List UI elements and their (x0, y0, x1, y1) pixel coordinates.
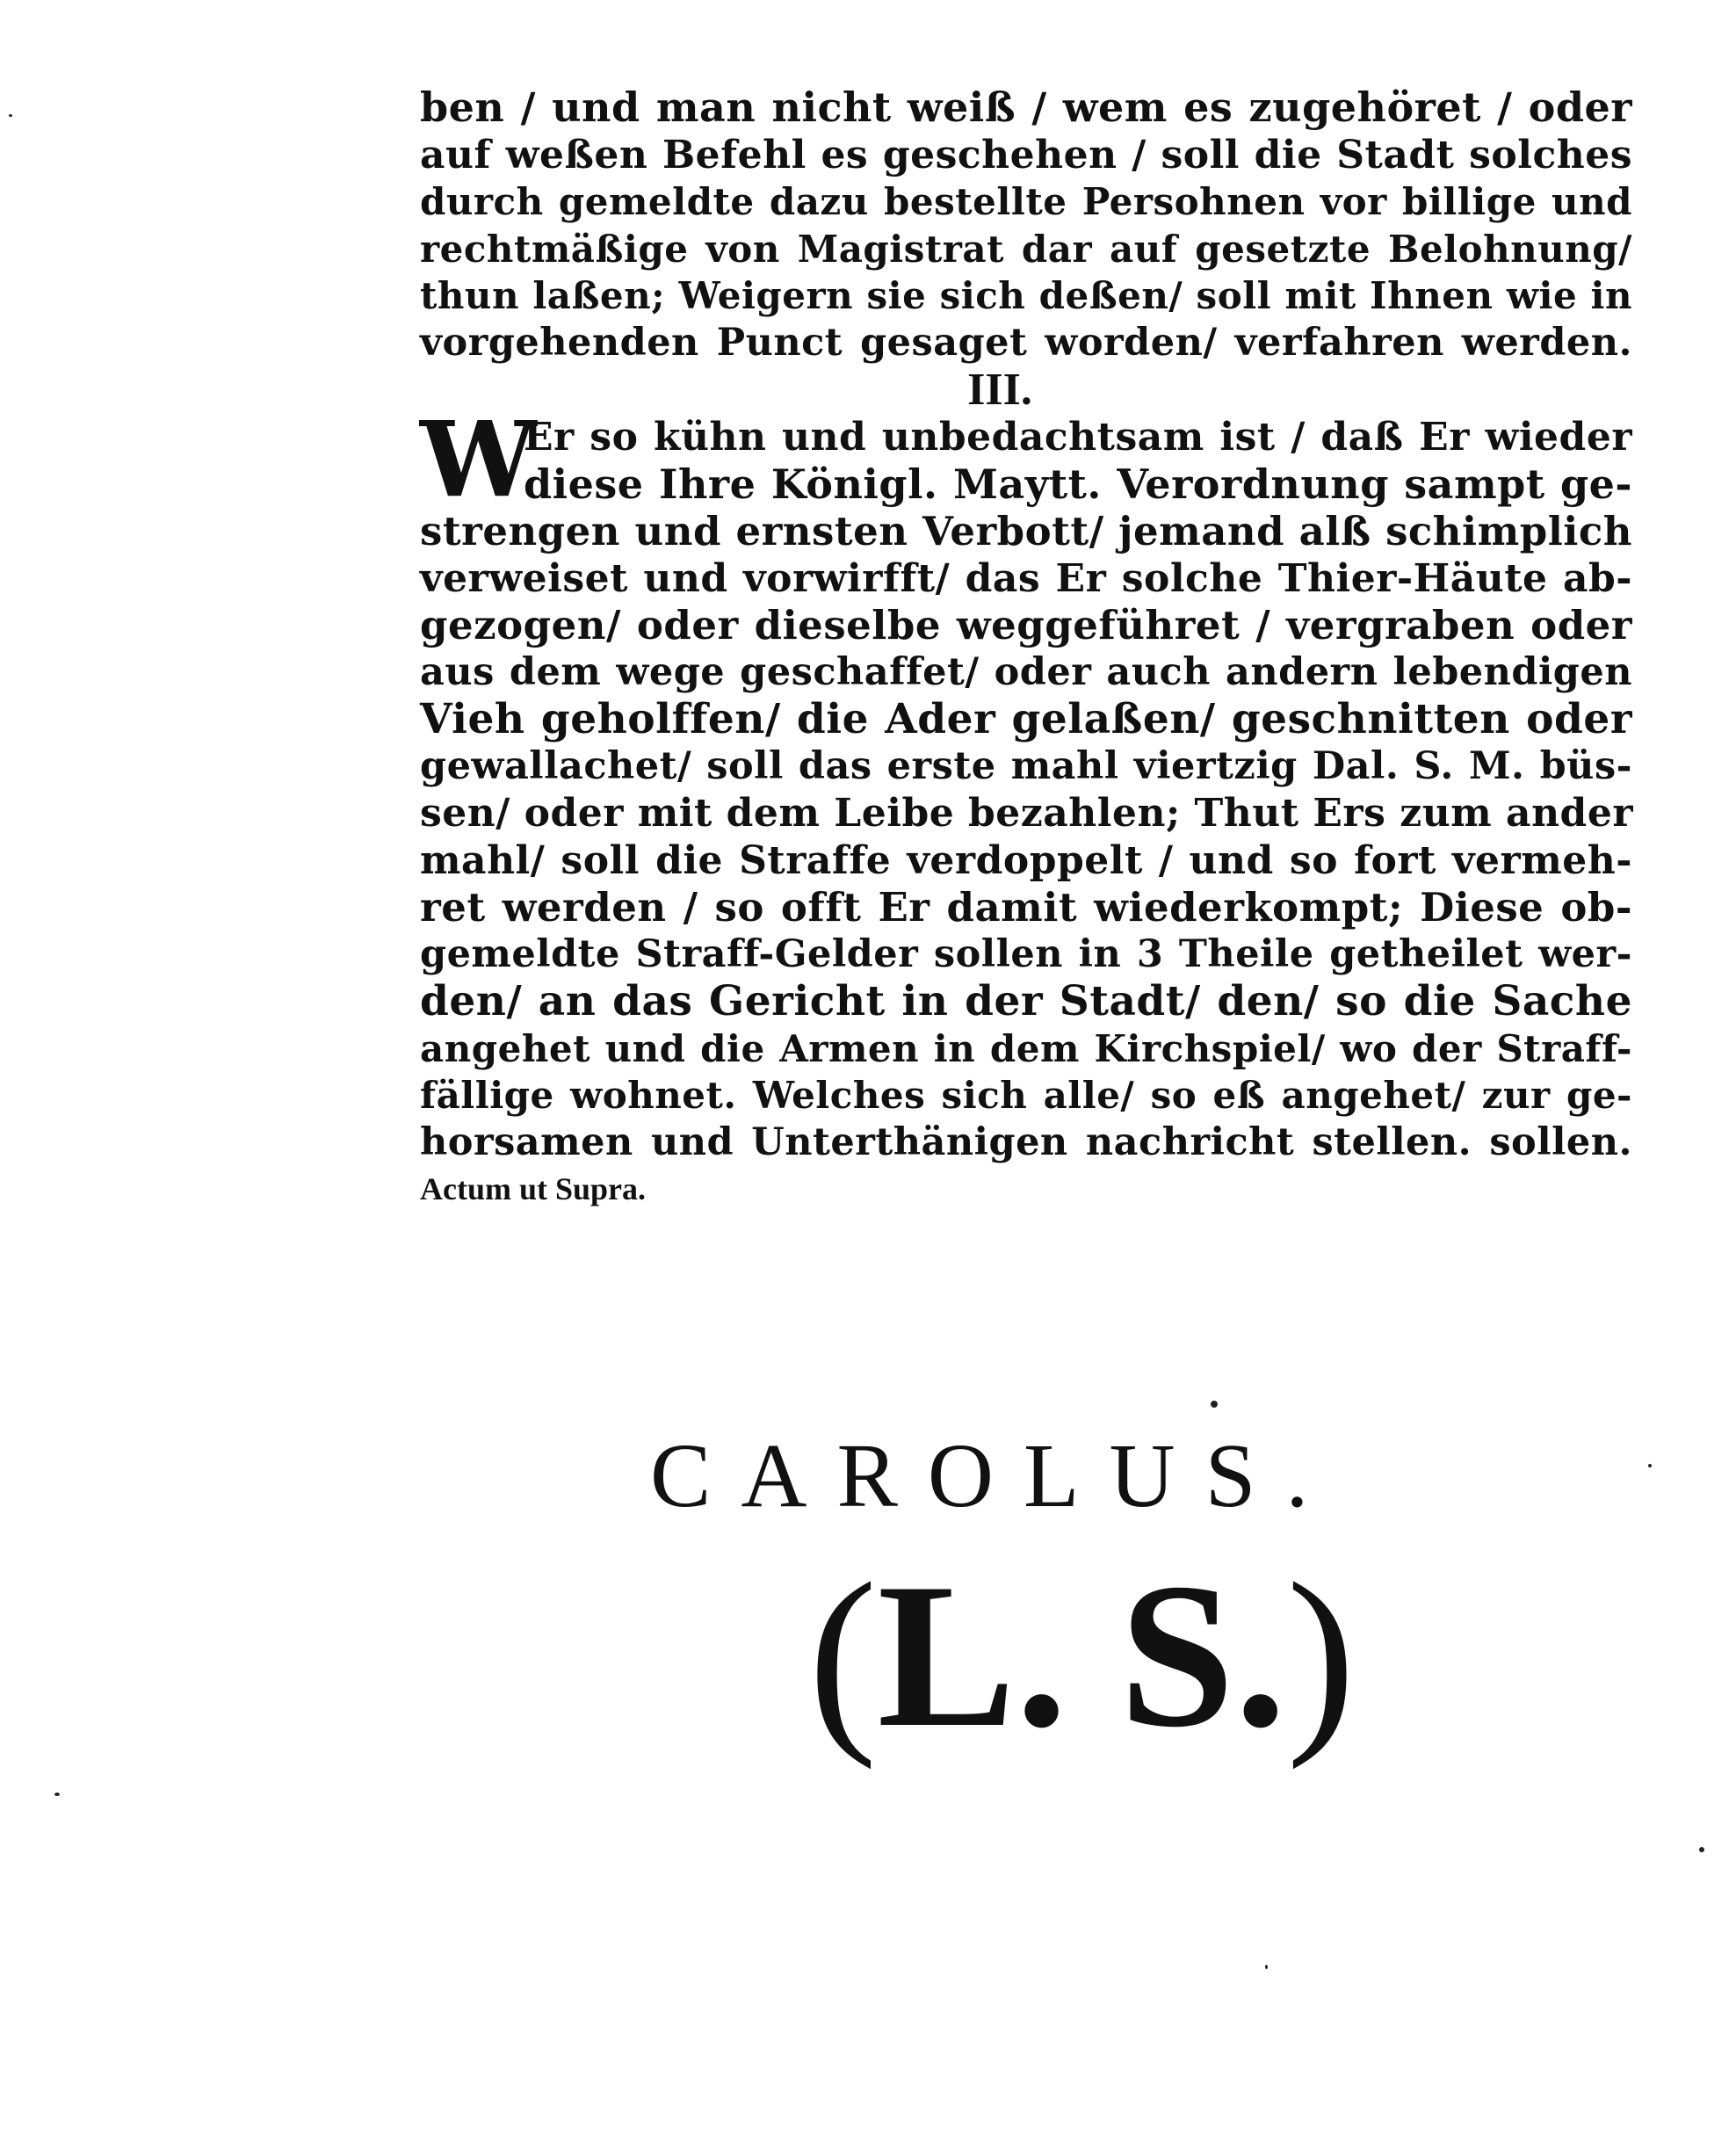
intro-paragraph (420, 84, 1632, 366)
text-line: aus dem wege geschaffet/ oder auch andern lebendigen (420, 649, 1632, 694)
text-line: gemeldte Straff-Gelder sollen in 3 Theile getheilet wer- (420, 931, 1632, 976)
seal-open-paren: ( (808, 1541, 878, 1771)
text-line: mahl/ soll die Straffe verdoppelt / und so fort vermeh- (420, 837, 1632, 883)
text-line: Er so kühn und unbedachtsam ist / daß Er wieder (524, 415, 1632, 460)
scan-speck (54, 1793, 60, 1796)
drop-cap: W (420, 398, 537, 520)
seal-letters: L. S. (877, 1541, 1287, 1771)
text-line: auf weßen Befehl es geschehen / soll die Stadt solches (420, 132, 1632, 177)
scan-speck (1265, 1965, 1268, 1969)
scan-speck (1699, 1847, 1704, 1852)
text-line: strengen und ernsten Verbott/ jemand alß schimplich (420, 508, 1632, 554)
text-line: ret werden / so offt Er damit wiederkompt; Diese ob- (420, 884, 1632, 931)
text-line: gezogen/ oder dieselbe weggeführet / vergraben oder (420, 602, 1632, 648)
text-line: den/ an das Gericht in der Stadt/ den/ so die Sache (420, 977, 1632, 1025)
text-line: diese Ihre Königl. Maytt. Verordnung sampt ge- (524, 460, 1632, 508)
text-line: vorgehenden Punct gesaget worden/ verfahren werden. (420, 320, 1632, 365)
seal-mark (808, 1541, 1356, 1771)
scan-speck (1211, 1401, 1218, 1408)
text-line: angehet und die Armen in dem Kirchspiel/ wo der Straff- (420, 1026, 1632, 1070)
text-line: ben / und man nicht weiß / wem es zugehöret / oder (420, 83, 1632, 131)
scan-speck (1648, 1464, 1652, 1467)
body-text (420, 84, 1632, 1206)
seal-close-paren: ) (1286, 1541, 1356, 1771)
signature: CAROLUS. (650, 1425, 1339, 1526)
text-line: fällige wohnet. Welches sich alle/ so eß angehet/ zur ge- (420, 1074, 1632, 1117)
text-line: horsamen und Unterthänigen nachricht stellen. sollen. (420, 1119, 1632, 1164)
text-line: durch gemeldte dazu bestellte Persohnen vor billige und (420, 180, 1632, 223)
text-line: rechtmäßige von Magistrat dar auf gesetzte Belohnung/ (420, 227, 1632, 271)
text-line: verweiset und vorwirfft/ das Er solche Thier-Häute ab- (420, 555, 1632, 601)
text-line: thun laßen; Weigern sie sich deßen/ soll mit Ihnen wie in (420, 274, 1632, 317)
text-line: sen/ oder mit dem Leibe bezahlen; Thut Ers zum ander (420, 791, 1633, 836)
section-paragraph (420, 398, 1633, 1166)
text-line: Vieh geholffen/ die Ader gelaßen/ geschnitten oder (420, 695, 1632, 743)
scan-speck (9, 114, 12, 117)
text-line: gewallachet/ soll das erste mahl viertzig Dal. S. M. büs- (420, 743, 1632, 788)
actum-note: Actum ut Supra. (420, 1171, 647, 1206)
section-heading: III. (967, 365, 1032, 415)
